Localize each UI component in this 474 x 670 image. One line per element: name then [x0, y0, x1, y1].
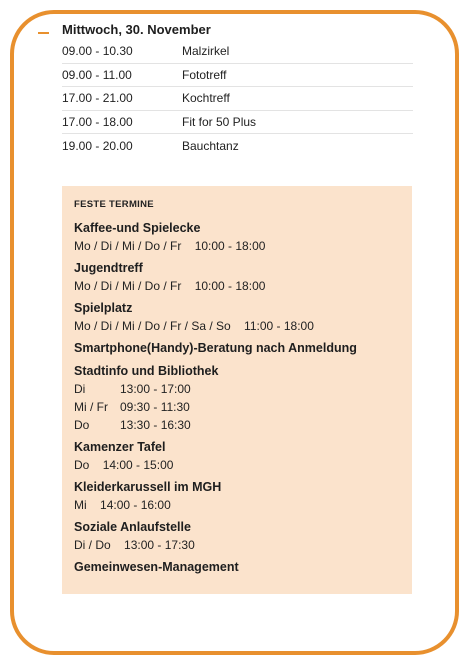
- event-name: Fit for 50 Plus: [182, 114, 257, 129]
- playground-days: Mo / Di / Mi / Do / Fr / Sa / So: [74, 319, 231, 333]
- event-time: 17.00 - 21.00: [62, 91, 133, 106]
- cafe-title: Kaffee-und Spielecke: [74, 221, 201, 235]
- youth-title: Jugendtreff: [74, 261, 143, 275]
- event-name: Kochtreff: [182, 91, 230, 106]
- smartphone-block: [74, 340, 400, 357]
- cityinfo-time: 13:00 - 17:00: [120, 382, 191, 396]
- fixed-appointments-heading: FESTE TERMINE: [74, 199, 154, 210]
- event-name: Bauchtanz: [182, 138, 239, 153]
- event-row: [62, 134, 413, 158]
- playground-time: 11:00 - 18:00: [244, 319, 314, 333]
- cityinfo-time: 13:30 - 16:30: [120, 418, 191, 432]
- clothes-hours: [74, 496, 400, 514]
- clothes-days: Mi: [74, 498, 87, 512]
- event-time: 19.00 - 20.00: [62, 138, 133, 153]
- cityinfo-time: 09:30 - 11:30: [120, 400, 190, 414]
- clothes-block: [74, 479, 400, 514]
- cityinfo-row: [74, 416, 400, 434]
- community-block: [74, 559, 400, 576]
- youth-time: 10:00 - 18:00: [194, 279, 266, 293]
- youth-block: [74, 260, 400, 295]
- cityinfo-row: [74, 398, 400, 416]
- tafel-days: Do: [74, 458, 90, 472]
- playground-block: [74, 300, 400, 335]
- cityinfo-block: [74, 363, 400, 434]
- cityinfo-days: Do: [74, 418, 90, 432]
- cafe-days: Mo / Di / Mi / Do / Fr: [74, 239, 182, 253]
- cafe-block: [74, 220, 400, 255]
- social-hours: [74, 536, 400, 554]
- clothes-time: 14:00 - 16:00: [100, 498, 171, 512]
- event-row: [62, 40, 413, 64]
- tafel-hours: [74, 456, 400, 474]
- social-title: Soziale Anlaufstelle: [74, 520, 191, 534]
- event-row: [62, 64, 413, 88]
- youth-days: Mo / Di / Mi / Do / Fr: [74, 279, 182, 293]
- event-name: Malzirkel: [182, 44, 230, 59]
- cafe-hours: [74, 237, 400, 255]
- clothes-title: Kleiderkarussell im MGH: [74, 480, 222, 494]
- cityinfo-row: [74, 380, 400, 398]
- event-row: [62, 87, 413, 111]
- social-time: 13:00 - 17:30: [124, 538, 195, 552]
- youth-hours: [74, 277, 400, 295]
- tafel-time: 14:00 - 15:00: [102, 458, 174, 472]
- smartphone-title: Smartphone(Handy)-Beratung nach Anmeldung: [74, 341, 357, 355]
- cityinfo-days: Di: [74, 382, 86, 396]
- tafel-block: [74, 439, 400, 474]
- event-list: [62, 40, 413, 158]
- event-row: [62, 111, 413, 135]
- playground-hours: [74, 317, 400, 335]
- social-block: [74, 519, 400, 554]
- cafe-time: 10:00 - 18:00: [194, 239, 266, 253]
- cityinfo-days: Mi / Fr: [74, 400, 108, 414]
- event-time: 17.00 - 18.00: [62, 114, 133, 129]
- fixed-appointments-box: [62, 186, 412, 594]
- event-name: Fototreff: [182, 67, 227, 82]
- event-time: 09.00 - 10.30: [62, 44, 133, 59]
- playground-title: Spielplatz: [74, 301, 133, 315]
- accent-dash: [38, 32, 49, 34]
- cityinfo-title: Stadtinfo und Bibliothek: [74, 364, 219, 378]
- community-title: Gemeinwesen-Management: [74, 560, 239, 574]
- event-time: 09.00 - 11.00: [62, 67, 132, 82]
- day-heading: Mittwoch, 30. November: [62, 22, 211, 37]
- tafel-title: Kamenzer Tafel: [74, 440, 166, 454]
- social-days: Di / Do: [74, 538, 111, 552]
